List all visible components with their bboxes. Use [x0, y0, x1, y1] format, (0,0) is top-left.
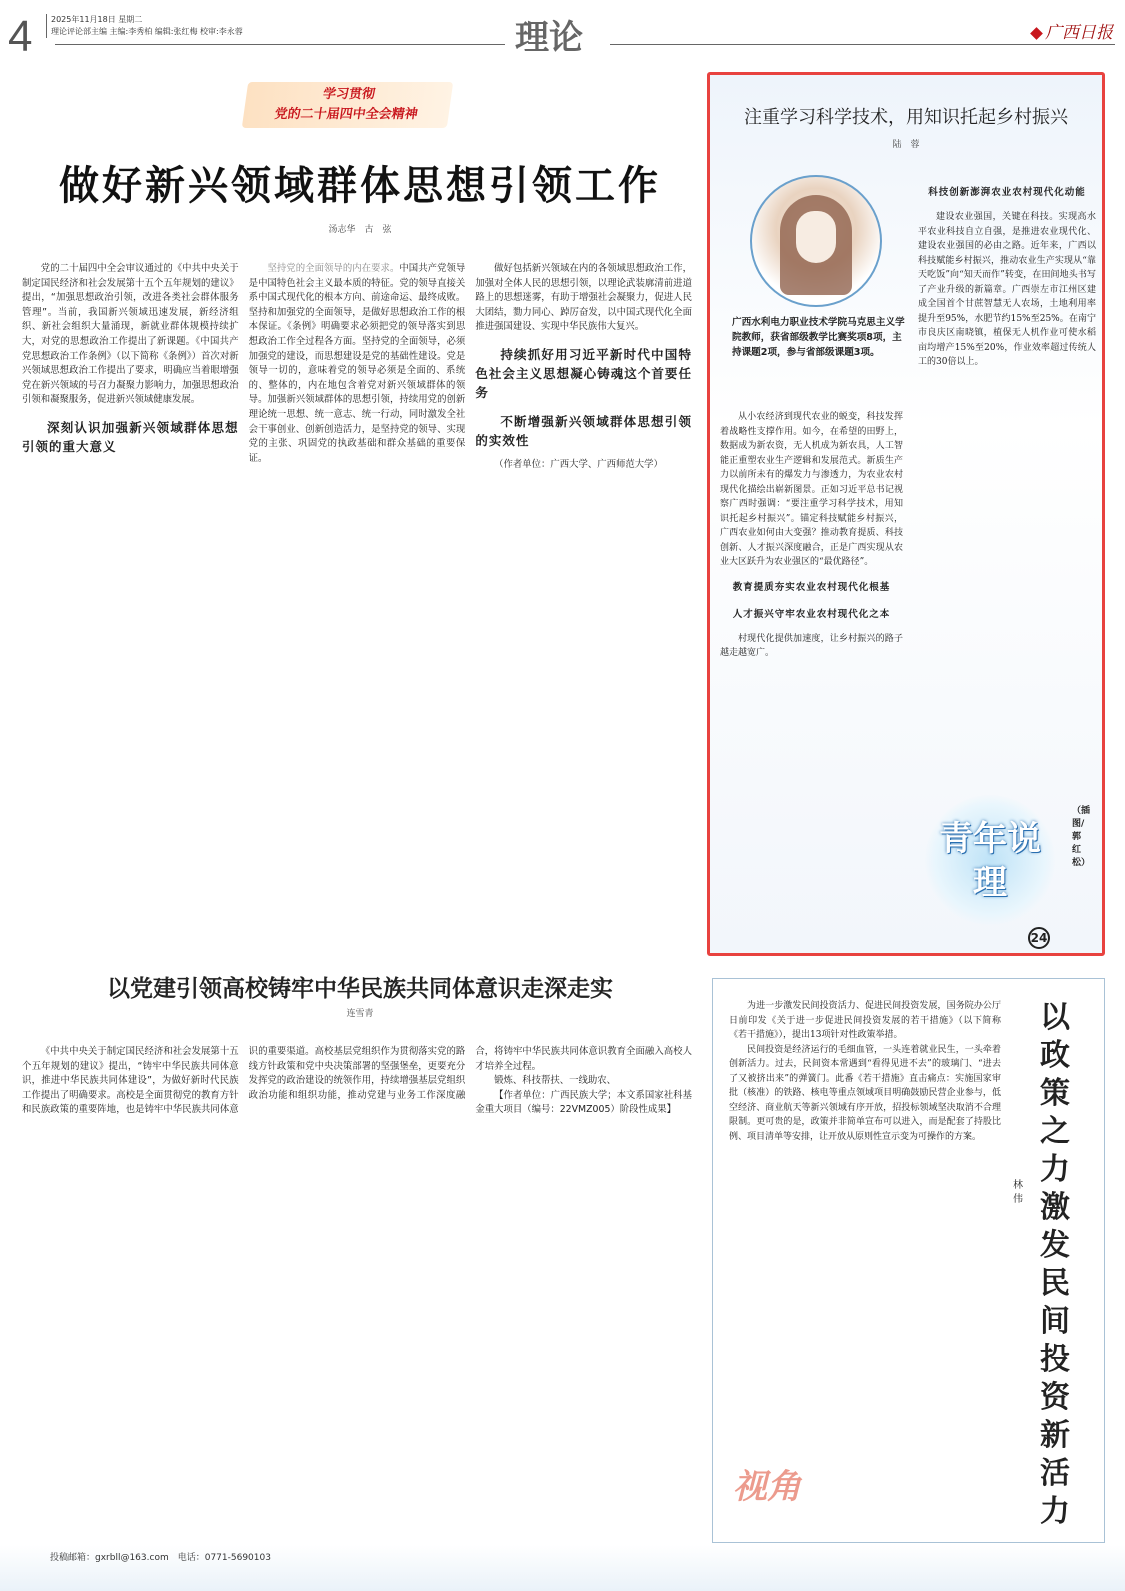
article-body-top	[918, 175, 1096, 397]
paragraph-text: 民间投资是经济运行的毛细血管，一头连着就业民生，一头牵着创新活力。过去，民间资本常遇到“看得见进不去”的玻璃门、“进去了又被挤出来”的弹簧门。此番《若干措施》直击痛点：实施国家审批（核准）的铁路、核电等重点领域项目明确鼓励民营企业参与，低空经济、商业航天等新兴领域有序开放，招投标领域坚决取消不合理限制。更可贵的是，政策并非简单宣布可以进入，而是配套了持股比例、项目清单等安排，让开放从原则性宣示变为可操作的方案。	[729, 1044, 1001, 1142]
newspaper-logo: 广西日报	[1032, 18, 1113, 43]
paragraph	[720, 410, 903, 570]
issue-date: 2025年11月18日 星期二	[51, 15, 143, 24]
perspective-box	[712, 978, 1105, 1543]
editorial-staff: 理论评论部主编 主编:李秀柏 编辑:张红梅 校审:李永蓉	[51, 27, 243, 36]
article-body	[22, 1045, 692, 1540]
paragraph-text: 教育提质夯实农业农村现代化根基	[732, 581, 891, 593]
page-number: 4	[8, 12, 33, 61]
paragraph-text: 建设农业强国，关键在科技。实现高水平农业科技自立自强，是推进农业现代化、建设农业强国的必由之路。近年来，广西以科技赋能乡村振兴，推动农业生产实现从“靠天吃饭”向“知天而作”转变，在田间地头书写了产业升级的新篇章。广西崇左市江州区建成全国首个甘蔗智慧无人农场，土地利用率提升至95%，水肥节约15%至25%。在南宁市良庆区南晓镇，植保无人机作业可使水稻亩均增产15%至20%，作业效率超过传统人工的30倍以上。	[918, 212, 1096, 367]
paragraph	[918, 210, 1096, 370]
byline: 连雪青	[346, 1009, 374, 1019]
author: 林 伟	[1013, 1180, 1033, 1205]
paragraph-text: 中国共产党领导是中国特色社会主义最本质的特征。党的领导直接关系中国式现代化的根本方向、前途命运、最终成败。坚持和加强党的全面领导，是做好思想政治工作的根本保证。《条例》明确要求必须把党的领导落实到思想政治工作全过程各方面。坚持党的全面领导，必须加强党的建设，而思想建设是党的基础性建设。党是领导一切的，意味着党的领导必须是全面的、系统的、整体的，内在地包含着党对新兴领域群体的领导。加强新兴领域群体的思想引领，持续用党的创新理论统一思想、统一意志、统一行动，同时激发全社会干事创业、创新创造活力，是坚持党的领导、实现党的主张、巩固党的执政基础和群众基础的重要保证。	[248, 263, 466, 464]
paragraph	[249, 262, 466, 466]
author-portrait	[750, 175, 882, 307]
paragraph	[729, 1043, 1001, 1145]
subheading	[22, 418, 239, 456]
author: 陆 蓉	[892, 140, 920, 150]
paragraph-text: （作者单位：广西大学、广西师范大学）	[494, 458, 663, 470]
paragraph	[729, 999, 1001, 1043]
headline: 以党建引领高校铸牢中华民族共同体意识走深走实	[107, 975, 613, 1002]
paragraph	[475, 1074, 692, 1089]
paragraph-text: 村现代化提供加速度，让乡村振兴的路子越走越宽广。	[720, 633, 903, 658]
special-topic-banner: 学习贯彻 党的二十届四中全会精神	[242, 82, 453, 128]
subheading	[720, 578, 903, 597]
byline: 汤志华 古 弦	[328, 225, 392, 235]
headline: 做好新兴领域群体思想引领工作	[59, 162, 661, 209]
paragraph-text: 从小农经济到现代农业的蜕变，科技发挥着战略性支撑作用。如今，在希望的田野上，数据成为新农资，无人机成为新农具，人工智能正重塑农业生产逻辑和发展范式。新质生产力以前所未有的爆发力与渗透力，为农业农村现代化描绘出崭新图景。正如习近平总书记视察广西时强调：“要注重学习科学技术，用知识托起乡村振兴”。锚定科技赋能乡村振兴，广西农业如何由大变强？推动教育提质、科技创新、人才振兴深度融合，正是广西实现从农业大区跃升为农业强区的“最优路径”。	[720, 412, 903, 567]
paragraph	[475, 262, 692, 335]
logo-diamond-icon	[1030, 27, 1043, 40]
subheading	[720, 605, 903, 624]
paragraph-text: 科技创新澎湃农业农村现代化动能	[928, 187, 1086, 198]
paragraph-text: 做好包括新兴领域在内的各领域思想政治工作，加强对全体人民的思想引领，以理论武装廓清前进道路上的思想迷雾，有助于增强社会凝聚力，促进人民大团结，勠力同心、踔厉奋发，以中国式现代化全面推进强国建设、实现中华民族伟大复兴。	[475, 263, 692, 333]
author-bio: 广西水利电力职业技术学院马克思主义学院教师，获省部级教学比赛奖项8项，主持课题2项，参与省部级课题3项。	[732, 317, 905, 358]
vertical-headline: 以政策之力激发民间投资新活力	[1040, 1000, 1070, 1529]
paragraph-text: 深刻认识加强新兴领域群体思想引领的重大意义	[22, 419, 239, 454]
paragraph-text: 【作者单位：广西民族大学；本文系国家社科基金重大项目（编号：22VMZ005）阶段性成果】	[475, 1089, 692, 1116]
paragraph-text: 人才振兴守牢农业农村现代化之本	[732, 608, 891, 620]
paragraph-text: 持续抓好用习近平新时代中国特色社会主义思想凝心铸魂这个首要任务	[475, 346, 692, 400]
paragraph-text: 《中共中央关于制定国民经济和社会发展第十五个五年规划的建议》提出，“铸牢中华民族共同体意识，推进中华民族共同体建设”，为做好新时代民族工作提出了明确要求。高校是全面贯彻党的教育方针和民族政策的重要阵地，也是铸牢中华民族共同体意识的重要渠道。高校基层党组织作为贯彻落实党的路线方针政策和党中央决策部署的坚强堡垒，更要充分发挥党的政治建设的统领作用，持续增强基层党组织政治功能和组织功能，推动党建与业务工作深度融合，将铸牢中华民族共同体意识教育全面融入高校人才培养全过程。	[22, 1046, 692, 1116]
article-body	[720, 410, 1098, 785]
column-article-title: 注重学习科学技术，用知识托起乡村振兴	[744, 107, 1068, 128]
paragraph	[475, 458, 692, 473]
paragraph-text: 党的二十届四中全会审议通过的《中共中央关于制定国民经济和社会发展第十五个五年规划的建议》提出，“加强思想政治引领，改进各类社会群体服务管理”。当前，我国新兴领域迅速发展，新经济组织、新社会组织大量涌现，新就业群体规模持续扩大，对党的思想政治工作提出了新课题。《中国共产党思想政治工作条例》（以下简称《条例》）首次对新兴领域思想政治工作提出了要求，明确应当着眼增强党在新兴领域的号召力凝聚力影响力，加强思想政治引领和凝聚服务，促进新兴领域健康发展。	[22, 263, 239, 406]
youth-column-box	[707, 72, 1105, 956]
paragraph-lead: 坚持党的全面领导的内在要求。	[267, 263, 400, 274]
article-body	[22, 262, 692, 942]
issue-number: 24	[1028, 927, 1050, 949]
paragraph-text: 为进一步激发民间投资活力、促进民间投资发展，国务院办公厅日前印发《关于进一步促进民间投资发展的若干措施》（以下简称《若干措施》），提出13项针对性政策举措。	[729, 1001, 1001, 1040]
qingnian-shuoli-logo: 青年说理	[925, 795, 1055, 925]
section-title: 理论	[515, 18, 583, 58]
perspective-stamp: 视角	[733, 1467, 801, 1507]
paragraph-text: 不断增强新兴领域群体思想引领的实效性	[475, 413, 692, 448]
contact-info: 投稿邮箱：gxrbll@163.com 电话：0771-5690103	[50, 1553, 271, 1563]
subheading	[475, 345, 692, 402]
subheading	[918, 183, 1096, 202]
paragraph	[475, 1089, 692, 1118]
article-body	[729, 999, 1001, 1439]
illustration-credit: （插图/郭红松）	[1072, 806, 1091, 868]
subheading	[475, 412, 692, 450]
header-rule-right	[610, 44, 1115, 45]
paragraph	[22, 262, 239, 408]
paragraph-text: 锻炼、科技帮扶、一线助农、	[494, 1075, 616, 1087]
header-rule-left	[55, 44, 505, 45]
masthead-meta	[46, 14, 243, 38]
paragraph	[720, 632, 903, 661]
